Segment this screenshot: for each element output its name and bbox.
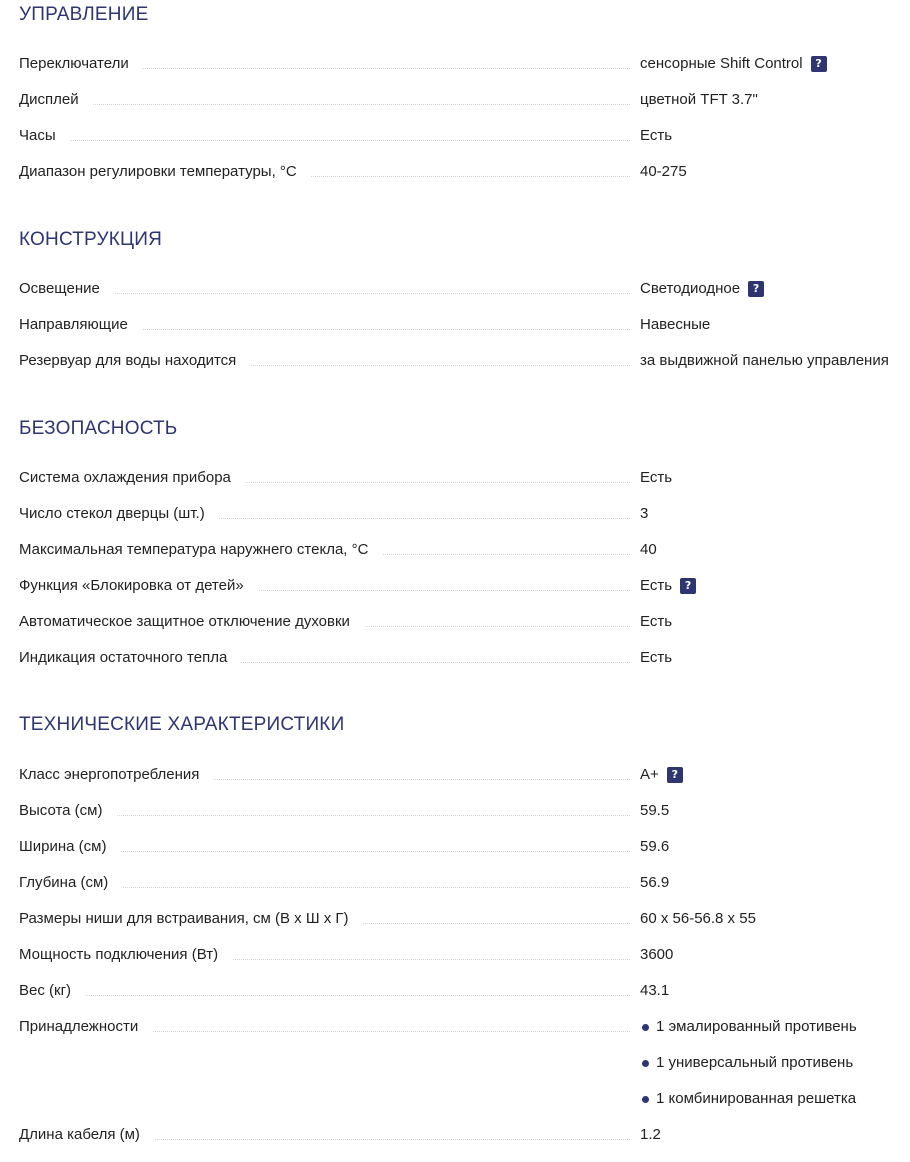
spec-label: Глубина (см) [19, 871, 122, 895]
spec-row-residual-heat [19, 646, 910, 670]
section-title-construction: КОНСТРУКЦИЯ [19, 229, 163, 250]
spec-label: Вес (кг) [19, 979, 85, 1003]
spec-value: за выдвижной панелью управления [640, 352, 889, 369]
spec-row-width [19, 835, 910, 859]
spec-label: Максимальная температура наружнего стекла, °С [19, 538, 382, 562]
bullet-icon [642, 1096, 649, 1103]
spec-label: Диапазон регулировки температуры, °С [19, 160, 311, 184]
spec-value: 40 [640, 541, 657, 558]
accessory-text: 1 эмалированный противень [656, 1018, 857, 1035]
spec-value-text: сенсорные Shift Control [640, 55, 803, 72]
spec-value [640, 277, 764, 301]
spec-value: 56.9 [640, 874, 670, 891]
spec-value: Навесные [640, 316, 711, 333]
spec-label: Резервуар для воды находится [19, 349, 250, 373]
spec-label: Освещение [19, 277, 114, 301]
spec-value: 1.2 [640, 1126, 661, 1143]
spec-value: 59.6 [640, 838, 670, 855]
spec-label: Мощность подключения (Вт) [19, 943, 232, 967]
spec-value: 3 [640, 505, 649, 522]
spec-row-clock [19, 124, 910, 148]
spec-value-text: Есть [640, 577, 673, 594]
spec-label: Класс энергопотребления [19, 763, 213, 787]
question-mark-icon[interactable]: ? [680, 578, 696, 594]
spec-row-power [19, 943, 910, 967]
spec-value: 3600 [640, 946, 674, 963]
spec-row-accessories [19, 1015, 910, 1111]
spec-value [640, 763, 683, 787]
question-mark-icon[interactable]: ? [667, 767, 683, 783]
spec-row-lighting [19, 277, 910, 301]
spec-label: Направляющие [19, 313, 142, 337]
spec-label: Размеры ниши для встраивания, см (В х Ш х Г) [19, 907, 363, 931]
spec-label: Часы [19, 124, 70, 148]
spec-row-auto-shutoff [19, 610, 910, 634]
spec-value: 43.1 [640, 982, 670, 999]
spec-label: Длина кабеля (м) [19, 1123, 154, 1147]
section-title-specs: ТЕХНИЧЕСКИЕ ХАРАКТЕРИСТИКИ [19, 714, 345, 735]
spec-row-display [19, 88, 910, 112]
accessory-item [640, 1051, 853, 1075]
spec-row-switches [19, 52, 910, 76]
spec-value: Есть [640, 469, 673, 486]
spec-value-text: Светодиодное [640, 280, 741, 297]
spec-label: Ширина (см) [19, 835, 120, 859]
spec-row-energy-class [19, 763, 910, 787]
spec-value: Есть [640, 127, 673, 144]
bullet-icon [642, 1024, 649, 1031]
spec-row-depth [19, 871, 910, 895]
spec-value: цветной TFT 3.7" [640, 91, 758, 108]
spec-value: Есть [640, 649, 673, 666]
spec-value: 40-275 [640, 163, 687, 180]
spec-row-niche-size [19, 907, 910, 931]
spec-label: Дисплей [19, 88, 93, 112]
spec-row-rails [19, 313, 910, 337]
spec-value: Есть [640, 613, 673, 630]
dotted-leader [19, 995, 630, 996]
accessory-text: 1 комбинированная решетка [656, 1090, 857, 1107]
spec-value: 60 x 56-56.8 x 55 [640, 910, 756, 927]
accessory-item [640, 1015, 857, 1039]
accessory-item [640, 1087, 856, 1111]
spec-label: Система охлаждения прибора [19, 466, 245, 490]
accessory-text: 1 универсальный противень [656, 1054, 854, 1071]
spec-row-cable-length [19, 1123, 910, 1147]
spec-label: Функция «Блокировка от детей» [19, 574, 258, 598]
spec-value [640, 574, 696, 598]
bullet-icon [642, 1060, 649, 1067]
spec-value [640, 52, 827, 76]
section-title-control: УПРАВЛЕНИЕ [19, 4, 149, 25]
question-mark-icon[interactable]: ? [748, 281, 764, 297]
spec-value: 59.5 [640, 802, 670, 819]
spec-label: Автоматическое защитное отключение духовки [19, 610, 364, 634]
spec-row-height [19, 799, 910, 823]
spec-row-outer-glass-temp [19, 538, 910, 562]
dotted-leader [19, 104, 630, 105]
dotted-leader [19, 140, 630, 141]
question-mark-icon[interactable]: ? [811, 56, 827, 72]
spec-value-text: A+ [640, 766, 659, 783]
spec-row-door-glass-count [19, 502, 910, 526]
spec-label: Индикация остаточного тепла [19, 646, 241, 670]
spec-row-weight [19, 979, 910, 1003]
spec-row-child-lock [19, 574, 910, 598]
section-title-safety: БЕЗОПАСНОСТЬ [19, 418, 178, 439]
spec-label: Переключатели [19, 52, 143, 76]
spec-label: Высота (см) [19, 799, 116, 823]
spec-row-water-tank [19, 349, 910, 373]
spec-row-temperature-range [19, 160, 910, 184]
spec-label: Число стекол дверцы (шт.) [19, 502, 219, 526]
spec-row-cooling [19, 466, 910, 490]
spec-label: Принадлежности [19, 1015, 152, 1039]
